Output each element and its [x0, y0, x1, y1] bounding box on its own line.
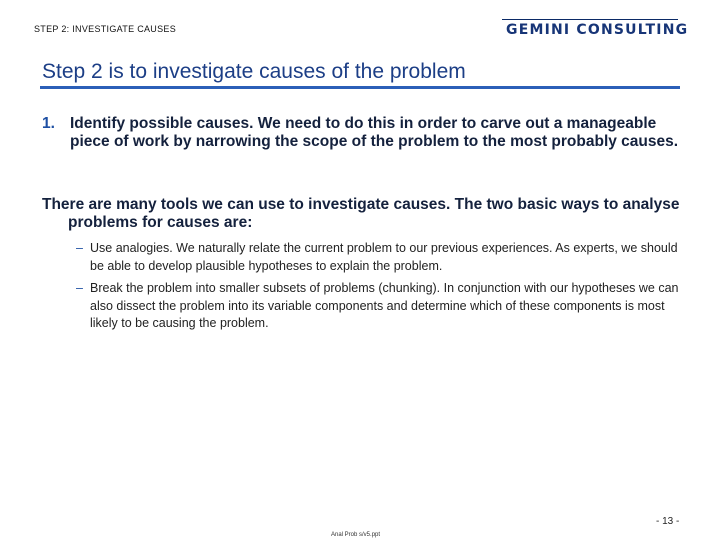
- sub-bullet: [76, 240, 694, 275]
- sub-bullet: [76, 280, 694, 333]
- sub-bullet-text: Use analogies. We naturally relate the current problem to our previous experiences. As experts, we should be able to develop plausible hypotheses to explain the problem.: [90, 241, 678, 273]
- item-number: 1.: [42, 115, 55, 132]
- step-label: STEP 2: INVESTIGATE CAUSES: [34, 24, 177, 34]
- dash-bullet: –: [76, 281, 83, 295]
- numbered-item: [42, 115, 692, 151]
- sub-bullet-text: Break the problem into smaller subsets of problems (chunking). In conjunction with our hypotheses we can also dissect the problem into its variable components and determine which of these components is most likely to be causing the problem.: [90, 281, 679, 330]
- slide-title: Step 2 is to investigate causes of the problem: [42, 60, 466, 83]
- item-text: Identify possible causes. We need to do this in order to carve out a manageable piece of work by narrowing the scope of the problem to the most probably causes.: [70, 115, 679, 150]
- dash-bullet: –: [76, 241, 83, 255]
- title-underline: [40, 86, 680, 89]
- paragraph-text: There are many tools we can use to investigate causes. The two basic ways to analyse problems for causes are:: [42, 196, 680, 231]
- footer-filename: Anal Prob s/v5.ppt: [331, 532, 381, 538]
- company-logo: GEMINI CONSULTING: [506, 22, 689, 38]
- page-number: - 13 -: [656, 516, 680, 527]
- body-paragraph: [42, 196, 702, 232]
- header-rule: [502, 19, 678, 20]
